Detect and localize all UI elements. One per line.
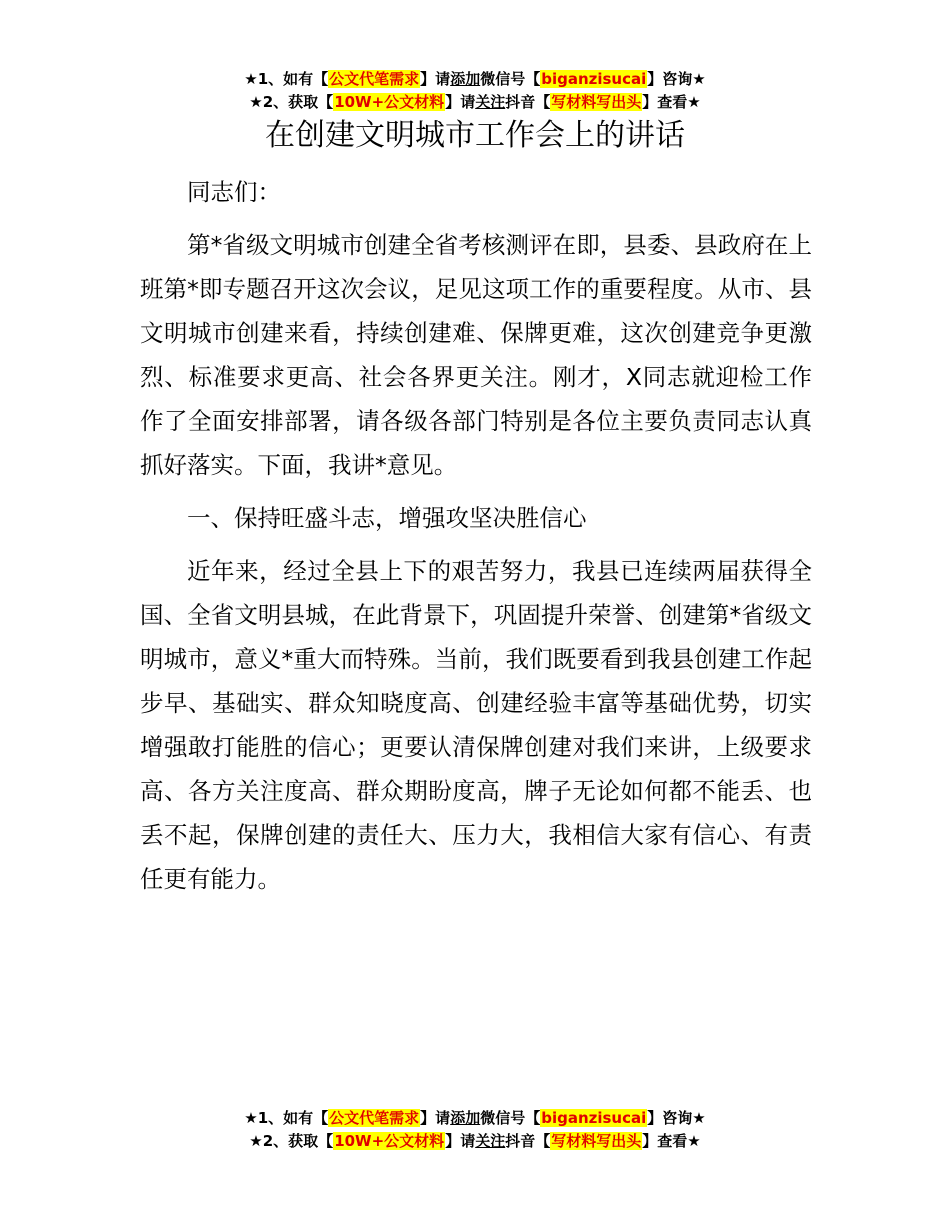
promo-text: ★2、获取【 [249,93,334,111]
promo-highlight: 写材料写出头 [551,1132,642,1150]
promo-text: 抖音【 [505,1132,551,1150]
promo-text: 】咨询★ [647,1109,706,1127]
promo-underlined-text: 添加 [450,70,481,88]
promo-text: 微信号【 [480,70,541,88]
promo-text: 】请 [420,1109,451,1127]
promo-highlight: 10W+公文材料 [334,93,445,111]
promo-text: 】查看★ [642,1132,701,1150]
body-paragraph: 第*省级文明城市创建全省考核测评在即，县委、县政府在上班第*即专题召开这次会议，足见这项工作的重要程度。从市、县文明城市创建来看，持续创建难、保牌更难，这次创建竞争更激烈、标准要求更高、社会各界更关注。刚才，X同志就迎检工作作了全面安排部署，请各级各部门特别是各位主要负责同志认真抓好落实。下面，我讲*意见。 [140,231,812,479]
promo-text: 抖音【 [505,93,551,111]
footer-promo-banner [0,1107,950,1153]
promo-highlight: 10W+公文材料 [334,1132,445,1150]
promo-text: 】查看★ [642,93,701,111]
promo-underlined-text: 关注 [475,93,506,111]
salutation: 同志们： [187,178,281,206]
promo-line-2 [0,91,950,114]
promo-text: 】请 [445,93,476,111]
promo-text: 】请 [445,1132,476,1150]
body-paragraph: 近年来，经过全县上下的艰苦努力，我县已连续两届获得全国、全省文明县城，在此背景下，巩固提升荣誉、创建第*省级文明城市，意义*重大而特殊。当前，我们既要看到我县创建工作起步早、基础实、群众知晓度高、创建经验丰富等基础优势，切实增强敢打能胜的信心；更要认清保牌创建对我们来讲，上级要求高、各方关注度高、群众期盼度高，牌子无论如何都不能丢、也丢不起，保牌创建的责任大、压力大，我相信大家有信心、有责任更有能力。 [140,557,812,893]
promo-underlined-text: 关注 [475,1132,506,1150]
promo-highlight: biganzisucai [541,1109,647,1127]
promo-highlight: 公文代笔需求 [329,70,420,88]
header-promo-banner [0,68,950,114]
promo-text: 】请 [420,70,451,88]
document-body [140,170,812,910]
promo-text: ★2、获取【 [249,1132,334,1150]
promo-text: ★1、如有【 [244,1109,329,1127]
promo-line-1 [0,1107,950,1130]
document-title: 在创建文明城市工作会上的讲话 [265,118,685,153]
section-heading: 一、保持旺盛斗志，增强攻坚决胜信心 [187,504,587,532]
promo-line-1 [0,68,950,91]
promo-text: 微信号【 [480,1109,541,1127]
promo-text: 】咨询★ [647,70,706,88]
promo-highlight: 写材料写出头 [551,93,642,111]
promo-text: ★1、如有【 [244,70,329,88]
promo-highlight: biganzisucai [541,70,647,88]
promo-highlight: 公文代笔需求 [329,1109,420,1127]
promo-line-2 [0,1130,950,1153]
promo-underlined-text: 添加 [450,1109,481,1127]
